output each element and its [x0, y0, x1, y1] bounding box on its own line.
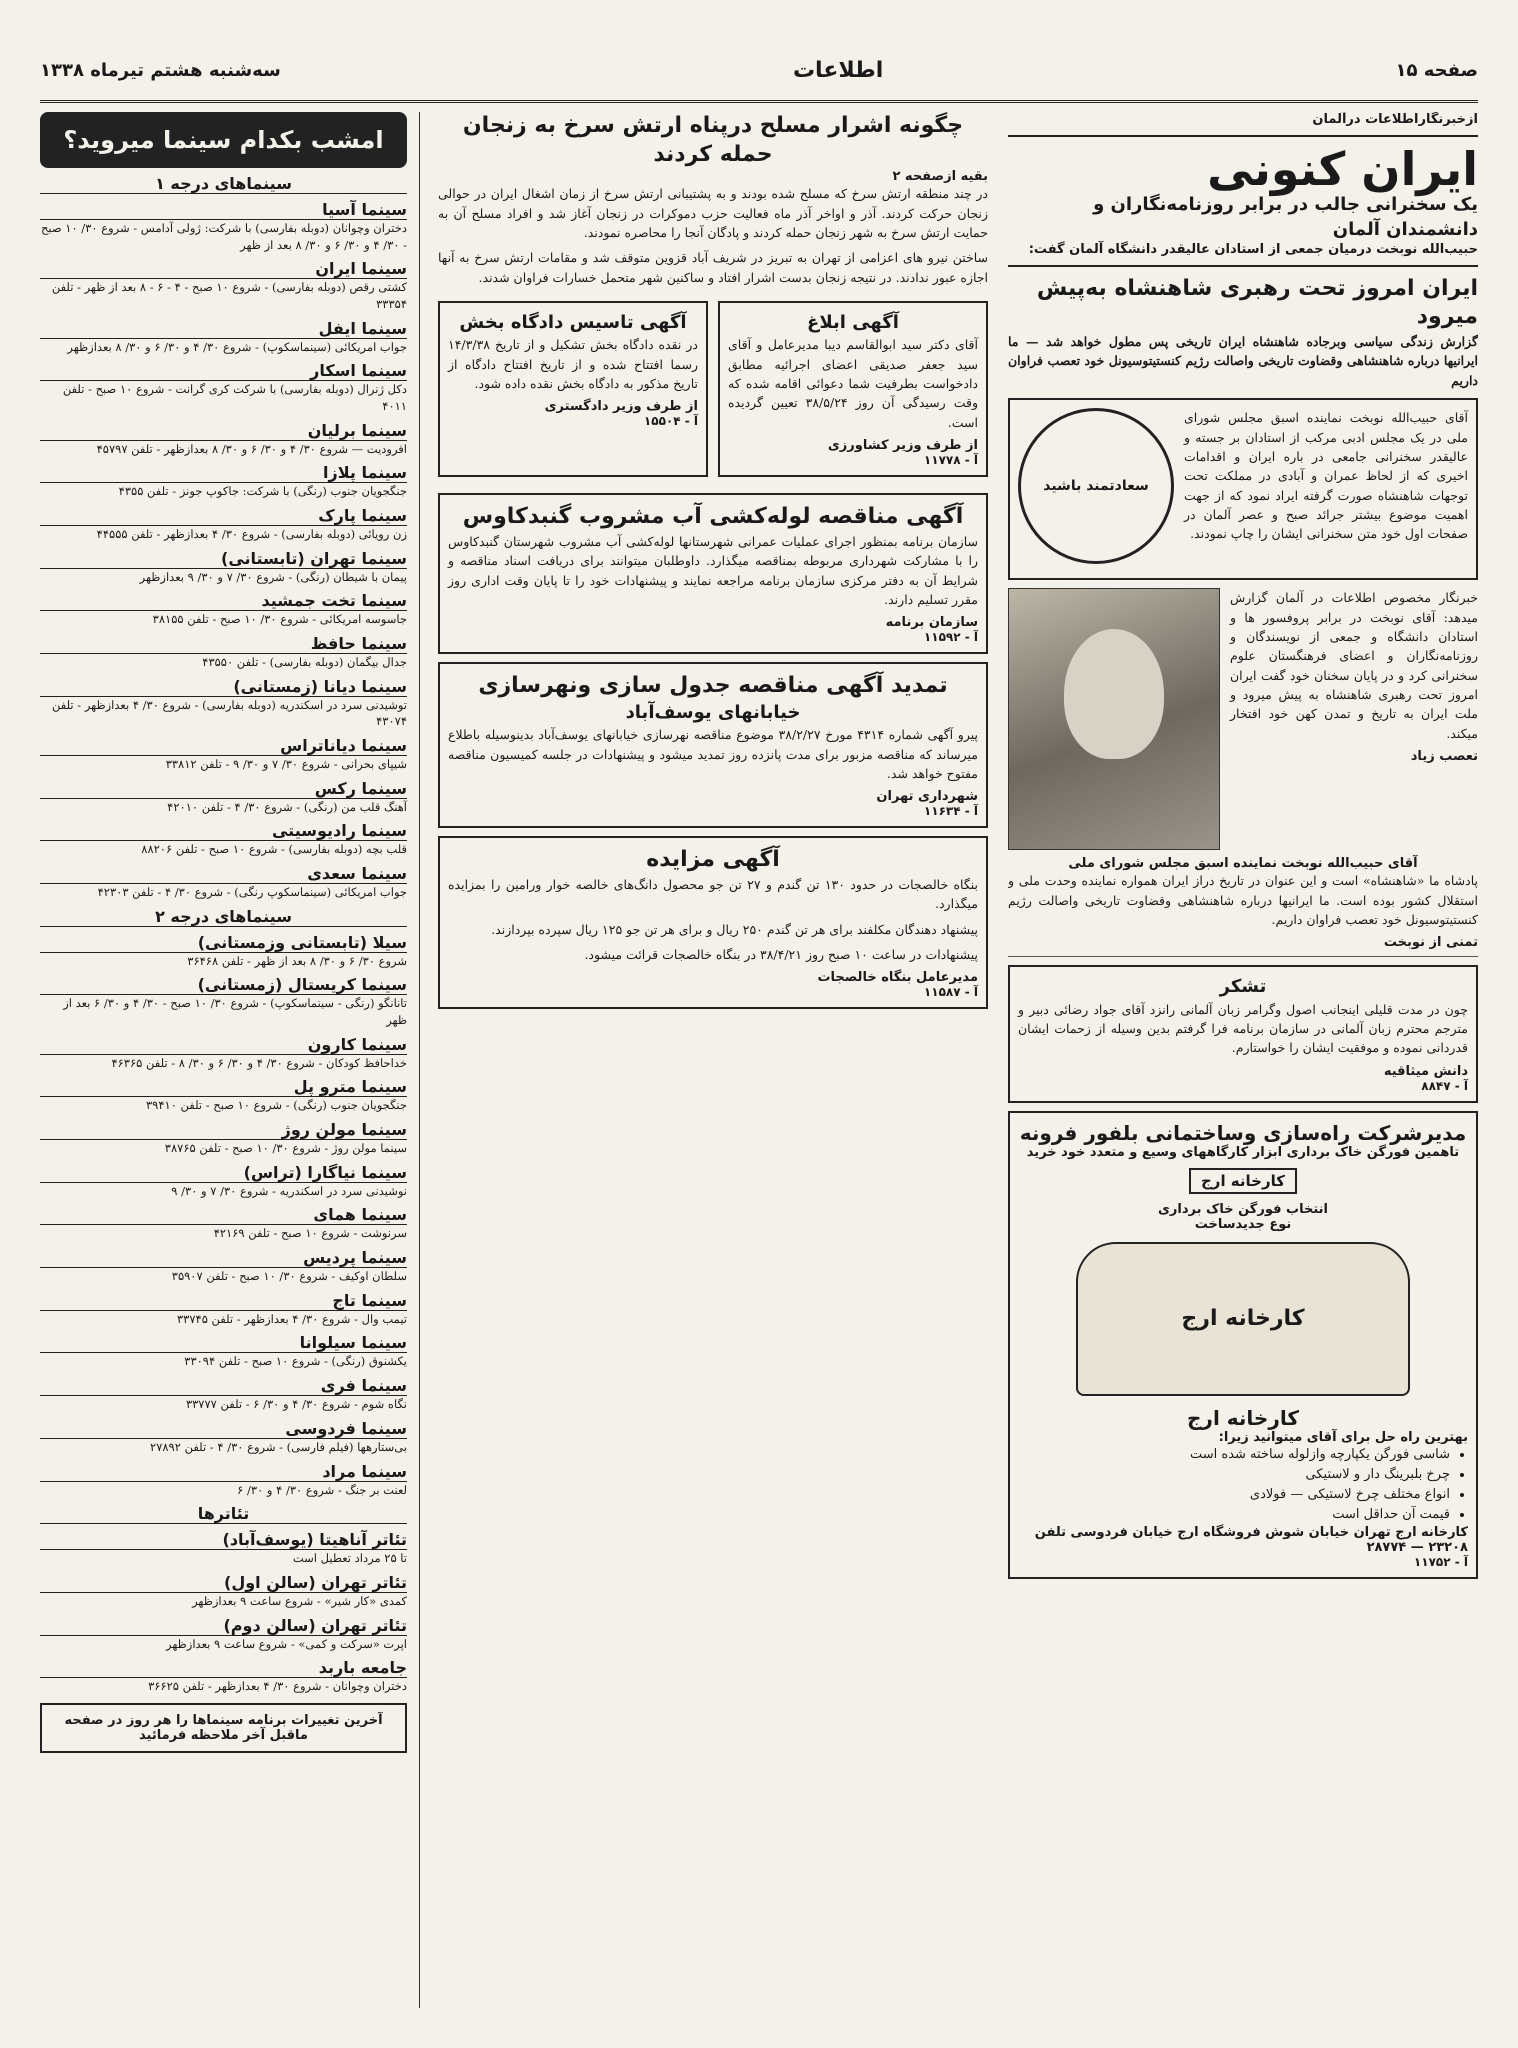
thanks-ref: آ - ۸۸۴۷ — [1421, 1078, 1468, 1093]
court-body: در نقده دادگاه بخش تشکیل و از تاریخ ۱۴/۳/۳۸ رسما افتتاح شده و از تاریخ افتتاح دادگاه از تاریخ مذکور به دادگاه بخش نقده داده شود. — [448, 337, 698, 392]
cinema-program: دختران وچوانان - شروع ۳۰/ ۴ بعدازظهر - تلفن ۳۶۶۲۵ — [148, 1679, 407, 1694]
auction-ref: آ - ۱۱۵۸۷ — [923, 985, 978, 1000]
grade1-heading: سینماهای درجه ۱ — [40, 174, 407, 194]
auction-title: آگهی مزایده — [646, 847, 780, 873]
cinema-program: اپرت «سرکت و کمی» - شروع ساعت ۹ بعدازظهر — [165, 1636, 407, 1651]
thanks-sign: دانش میثاقیه — [1383, 1063, 1468, 1079]
gonbad-tender — [438, 493, 988, 654]
zanjan-cont: بقیه ازصفحه ۲ — [892, 169, 988, 185]
cinema-program: شیپای بحرانی - شروع ۳۰/ ۷ و ۳۰/ ۹ - تلفن ۳۳۸۱۲ — [165, 757, 407, 772]
notice-body: آقای دکتر سید ابوالقاسم دیبا مدیرعامل و آقای سید جعفر صدیقی اعضای اجرائیه مطابق دادخواست بطرفیت شما دعوائی اقامه شده که وقت رسیدگی آن روز ۳۸/۵/۲۴ تعیین گردیده است. — [728, 337, 978, 430]
cinema-list — [40, 200, 407, 901]
cinema-name: جامعه باربد — [40, 1658, 407, 1678]
theatre-list — [40, 1530, 407, 1695]
deck: گزارش زندگی سیاسی وبرجاده شاهنشاه ایران تاریخی پس مطول خواهد شد — ما ایرانیها درباره شاهنشاهی وقضاوت تاریخی واصالت رژیم کنستیتوسیونل خود تعصب فراوان داریم — [1008, 334, 1478, 388]
cinema-program: یکشنوق (رنگی) - شروع ۱۰ صبح - تلفن ۳۳۰۹۴ — [184, 1354, 407, 1369]
cinema-name: سینما ایفل — [40, 319, 407, 339]
cinema-name: سینما فری — [40, 1376, 407, 1396]
court-ref: آ - ۱۵۵۰۴ — [643, 414, 698, 429]
gonbad-ref: آ - ۱۱۵۹۲ — [923, 630, 978, 645]
subheadline: یک سخنرانی جالب در برابر روزنامه‌نگاران و دانشمندان آلمان — [1093, 194, 1478, 240]
arj-feature: • چرخ بلبرینگ دار و لاستیکی — [1018, 1465, 1450, 1485]
intro-text: آقای حبیب‌الله نوبخت نماینده اسبق مجلس شورای ملی در یک مجلس ادبی مرکب از استادان بر جسته و عالیقدر سخنرانی جامعی در باره ایران و اقدامات اخیری که از لحاظ عمران و آبادی در مملکت تحت توجهات شاهنشاه صورت گرفته ایراد نمود که از جهت اهمیت موضوع بیشتر جرائد صبح و عصر آلمان در صفحات اول خود متن سخنرانی ایشان را چاپ نمودند. — [1184, 410, 1468, 542]
zanjan-headline: چگونه اشرار مسلح درپناه ارتش سرخ به زنجان حمله کردند — [462, 113, 964, 167]
cinema-program: جنگجویان جنوب (رنگی) با شرکت: جاکوپ جونز - تلفن ۴۳۵۵ — [118, 484, 407, 499]
cinema-name: سینما دیانا (زمستانی) — [40, 677, 407, 697]
arj-advertisement — [1008, 1111, 1478, 1580]
gonbad-body: سازمان برنامه بمنظور اجرای عملیات عمرانی شهرستانها لوله‌کشی آب مشروب شهرستان گنبدکاوس را با مشارکت شهرداری مربوطه بمناقصه میگذارد. داوطلبان میتوانند برای دریافت اسناد مناقصه و شرایط آن به دفتر مرکزی سازمان برنامه مراجعه نمایند و پیشنهادات خود را تا پایان وقت اداری روز مقرر تسلیم دارند. — [448, 533, 978, 607]
arj-pick: انتخاب فورگن خاک برداری — [1158, 1201, 1328, 1217]
cinema-name: سینما تخت جمشید — [40, 591, 407, 611]
cinema-program: سرنوشت - شروع ۱۰ صبح - تلفن ۴۲۱۶۹ — [213, 1226, 407, 1241]
grade2-heading: سینماهای درجه ۲ — [40, 907, 407, 927]
arj-feature: • انواع مختلف چرخ لاستیکی — فولادی — [1018, 1485, 1450, 1505]
arj-features — [1018, 1445, 1468, 1526]
cinema-name: سینما حافظ — [40, 634, 407, 654]
cinema-program: بی‌ستارهها (فیلم فارسی) - شروع ۳۰/ ۴ - تلفن ۲۷۸۹۲ — [150, 1439, 407, 1454]
kicker: ازخبرنگاراطلاعات درآلمان — [1312, 112, 1478, 127]
court-sign: از طرف وزیر دادگستری — [544, 399, 698, 415]
cinema-program: آهنگ قلب من (رنگی) - شروع ۳۰/ ۴ - تلفن ۴۲۰۱۰ — [167, 799, 407, 814]
cinema-program: دختران وچوانان (دوبله بفارسی) با شرکت: ژولی آدامس - شروع ۳۰/ ۱۰ صبح - ۳۰/ ۴ و ۳۰/ ۶ و ۳۰/ ۸ بعد از ظهر — [40, 221, 407, 252]
court-ad — [438, 301, 708, 477]
cinema-name: سینما رادیوسیتی — [40, 821, 407, 841]
author: تمنی از نوبخت — [1383, 935, 1478, 951]
cinema-program: جنگجویان جنوب (رنگی) - شروع ۱۰ صبح - تلفن ۳۹۴۱۰ — [145, 1098, 407, 1113]
cinema-program: نوشیدنی سرد در اسکندریه - شروع ۳۰/ ۷ و ۳۰/ ۹ — [171, 1183, 407, 1198]
arj-subtitle: تاهمین فورگن خاک برداری ابزار کارگاههای وسیع و متعدد خود خرید — [1026, 1144, 1460, 1160]
cinema-name: سیلا (تابستانی وزمستانی) — [40, 933, 407, 953]
theatres-heading: تئاترها — [40, 1504, 407, 1524]
main-headline: ایران امروز تحت رهبری شاهنشاه به‌پیش میرود — [1036, 275, 1478, 330]
auction-item: پیشنهاد دهندگان مکلفند برای هر تن گندم ۲۵۰ ریال و برای هر تن جو ۱۲۵ ریال سپرده بپردازند. — [491, 921, 978, 937]
arj-feature: • شاسی فورگن یکپارچه وازلوله ساخته شده است — [1018, 1445, 1450, 1465]
cinema-program: کشتی رقص (دوبله بفارسی) - شروع ۱۰ صبح - ۴ - ۶ - ۸ بعد از ظهر - تلفن ۳۳۳۵۴ — [51, 280, 407, 312]
cinema-program: شروع ۳۰/ ۶ و ۳۰/ ۸ بعد از ظهر - تلفن ۳۶۴۶۸ — [187, 953, 407, 968]
arj-contact: کارخانه ارج تهران خیابان شوش فروشگاه ارج خیابان فردوسی تلفن ۲۳۲۰۸ — ۲۸۷۷۴ — [1034, 1525, 1468, 1556]
iran-today-column — [1008, 112, 1478, 2008]
auction-sign: مدیرعامل بنگاه خالصجات — [817, 970, 978, 986]
arj-ref: آ - ۱۱۷۵۲ — [1413, 1555, 1468, 1570]
cinema-name: سینما مولن روژ — [40, 1120, 407, 1140]
arj-title: مدیرشرکت راه‌سازی وساختمانی بلفور فرونه — [1019, 1120, 1467, 1145]
paper-name: اطلاعات — [792, 57, 884, 83]
cinema-name: تئاتر آناهیتا (یوسف‌آباد) — [40, 1530, 407, 1550]
cinema-program: جدال بیگمان (دوبله بفارسی) - تلفن ۴۳۵۵۰ — [202, 655, 407, 670]
cinema-name: سینما برلیان — [40, 421, 407, 441]
portrait-photo — [1008, 588, 1220, 850]
cinema-name: سینما آسیا — [40, 200, 407, 220]
cinema-program: تا ۲۵ مرداد تعطیل است — [292, 1551, 407, 1566]
cinema-name: سینما مترو پل — [40, 1077, 407, 1097]
arj-maker: کارخانه ارج — [1187, 1405, 1299, 1430]
wheelbarrow-illustration: کارخانه ارج — [1076, 1242, 1410, 1396]
yousefabad-body: پیرو آگهی شماره ۴۳۱۴ مورخ ۳۸/۲/۲۷ موضوع مناقصه نهرسازی خیابانهای یوسف‌آباد بدینوسیله باطلاع میرساند که مناقصه مزبور برای مدت پانزده روز تمدید میشود و پیشنهادات در جلسه کمیسیون مناقصه مفتوح خواهد شد. — [448, 727, 978, 781]
cinema-name: سینما نیاگارا (تراس) — [40, 1163, 407, 1183]
cinema-program: لعنت بر جنگ - شروع ۳۰/ ۴ و ۳۰/ ۶ — [237, 1482, 407, 1497]
seal-emblem: سعادتمند باشید — [1018, 408, 1174, 564]
signoff: تعصب زیاد — [1410, 749, 1478, 765]
cinema-name: سینما دیاناتراس — [40, 736, 407, 756]
cinema-program: تیمب وال - شروع ۳۰/ ۴ بعدازظهر - تلفن ۳۳۷۴۵ — [176, 1311, 407, 1326]
cinema-name: سینما تاج — [40, 1291, 407, 1311]
cinema-column — [40, 112, 420, 2008]
auction-item: بنگاه خالصجات در حدود ۱۳۰ تن گندم و ۲۷ تن جو محصول دانگ‌های خالصه خوار ورامین را بمزایده میگذارد. — [448, 876, 978, 912]
auction-ad — [438, 836, 988, 1009]
lead-line: حبیب‌الله نوبخت درمیان جمعی از استادان عالیقدر دانشگاه آلمان گفت: — [1028, 241, 1478, 257]
cinema-program: سینما مولن روژ - شروع ۳۰/ ۱۰ صبح - تلفن ۳۸۷۶۵ — [164, 1141, 407, 1156]
cinema-name: سینما تهران (تابستانی) — [40, 549, 407, 569]
middle-column — [438, 112, 988, 2008]
cinema-name: سینما اسکار — [40, 361, 407, 381]
cinema-program: سلطان اوکیف - شروع ۳۰/ ۱۰ صبح - تلفن ۳۵۹۰۷ — [171, 1269, 407, 1284]
cinema-footer: آخرین تغییرات برنامه سینماها را هر روز در صفحه ماقبل آخر ملاحظه فرمائید — [40, 1703, 407, 1753]
thanks-body: چون در مدت قلیلی اینجانب اصول وگرامر زبان آلمانی رانزد آقای جواد رضائی دبیر و مترجم محترم زبان آلمانی در سازمان برنامه فرا گرفتم بدین وسیله از زحمات ایشان قدردانی نموده و موفقیت ایشان را خواستارم. — [1018, 1001, 1468, 1056]
cinema-name: سینما پلازا — [40, 463, 407, 483]
cinema-program: دکل ژنرال (دوبله بفارسی) با شرکت کری گرانت - شروع ۱۰ صبح - تلفن ۴۰۱۱ — [62, 382, 407, 414]
notice-sign: از طرف وزیر کشاورزی — [827, 438, 978, 454]
thanks-notice — [1008, 965, 1478, 1102]
cinema-name: سینما ایران — [40, 259, 407, 279]
cinema-program: جواب امریکائی (سینماسکوپ رنگی) - شروع ۳۰/ ۴ - تلفن ۴۲۳۰۳ — [97, 885, 407, 900]
cinema-name: سینما پارک — [40, 506, 407, 526]
cinema-program: جواب امریکائی (سینماسکوپ) - شروع ۳۰/ ۴ و ۳۰/ ۶ و ۳۰/ ۸ بعدازظهر — [67, 339, 407, 354]
cinema-name: تئاتر تهران (سالن دوم) — [40, 1616, 407, 1636]
cinema-name: سینما فردوسی — [40, 1419, 407, 1439]
cinema-list-2 — [40, 933, 407, 1498]
arj-feature: • قیمت آن حداقل است — [1018, 1505, 1450, 1525]
notice-ad — [718, 301, 988, 477]
court-title: آگهی تاسیس دادگاه بخش — [459, 312, 687, 334]
cinema-program: تانانگو (رنگی - سینماسکوپ) - شروع ۳۰/ ۱۰ صبح - ۳۰/ ۴ و ۳۰/ ۶ بعد از ظهر — [63, 996, 407, 1028]
masthead — [40, 40, 1478, 103]
notice-title: آگهی ابلاغ — [807, 312, 899, 334]
cinema-name: سینما رکس — [40, 779, 407, 799]
gonbad-sign: سازمان برنامه — [885, 615, 978, 631]
notice-ref: آ - ۱۱۷۷۸ — [923, 453, 978, 468]
cinema-name: تئاتر تهران (سالن اول) — [40, 1573, 407, 1593]
newspaper-page — [40, 40, 1478, 2008]
headline-iran-today: ایران کنونی — [1207, 142, 1478, 196]
cinema-name: سینما مراد — [40, 1462, 407, 1482]
yousefabad-subtitle: خیابانهای یوسف‌آباد — [625, 701, 801, 723]
page-number: صفحه ۱۵ — [1395, 59, 1478, 81]
article-body-2: پادشاه ما «شاهنشاه» است و این عنوان در تاریخ دراز ایران همواره نماینده وحدت ملی و استقلال کشور بوده است. ما ایرانیها درباره شاهنشاهی وقضاوت تاریخی واصالت رژیم کنستیتوسیونل خود تعصب فراوان داریم. — [1008, 873, 1478, 927]
arj-lead: بهترین راه حل برای آقای میتوانید زیرا: — [1218, 1429, 1468, 1445]
yousefabad-title: تمدید آگهی مناقصه جدول سازی ونهرسازی — [478, 673, 948, 699]
cinema-program: توشیدنی سرد در اسکندریه (دوبله بفارسی) - شروع ۳۰/ ۴ بعدازظهر - تلفن ۴۳۰۷۴ — [52, 697, 407, 729]
cinema-name: سینما همای — [40, 1205, 407, 1225]
arj-badge: کارخانه ارج — [1189, 1168, 1297, 1194]
cinema-program: جاسوسه امریکائی - شروع ۳۰/ ۱۰ صبح - تلفن ۳۸۱۵۵ — [152, 612, 407, 627]
thanks-title: تشکر — [1219, 976, 1267, 998]
cinema-program: افرودیت — شروع ۳۰/ ۴ و ۳۰/ ۶ و ۳۰/ ۸ بعدازظهر - تلفن ۴۵۷۹۷ — [96, 441, 407, 456]
cinema-name: سینما کارون — [40, 1035, 407, 1055]
zanjan-body-2: ساختن نیرو های اعزامی از تهران به تبریز در شریف آباد قزوین متوقف شد و مقامات ارتش سرخ به آنها اجازه عبور ندادند. در نتیجه زنجان بدست اشرار افتاد و ساکنین شهر متحمل خسارات فراوان شدند. — [438, 250, 988, 285]
cinema-program: قلب بچه (دوبله بفارسی) - شروع ۱۰ صبح - تلفن ۸۸۲۰۶ — [141, 842, 407, 857]
article-body: خبرنگار مخصوص اطلاعات در آلمان گزارش میدهد: آقای نوبخت در برابر پروفسور ها و استادان دانشگاه و جمعی از نویسندگان و روزنامه‌نگاران و اعضای فرهنگستان علوم سخنرانی کرد و در پایان سخنان خود گفت ایران امروز تحت رهبری شاهنشاه به پیش میرود و ملت ایران به تاریخ و تمدن کهن خود افتخار میکند. — [1230, 590, 1478, 741]
yousefabad-tender — [438, 662, 988, 828]
cinema-name: سینما سیلوانا — [40, 1333, 407, 1353]
tonight-banner: امشب بکدام سینما میروید؟ — [40, 112, 407, 168]
zanjan-body: در چند منطقه ارتش سرخ که مسلح شده بودند و به پشتیبانی ارتش سرخ از زمان اشغال ایران در حوالی زنجان حرکت کردند. آذر و اواخر آذر ماه فعالیت حزب دموکرات در زنجان آغاز شد و افراد مسلح آن به حمایت ارتش سرخ به شهر زنجان حمله کردند و پادگان آنجا را محاصره نمودند. — [438, 186, 988, 240]
photo-caption: آقای حبیب‌الله نوبخت نماینده اسبق مجلس شورای ملی — [1068, 856, 1418, 872]
auction-item: پیشنهادات در ساعت ۱۰ صبح روز ۳۸/۴/۲۱ در بنگاه خالصجات قرائت میشود. — [584, 947, 978, 963]
cinema-program: خداحافظ کودکان - شروع ۳۰/ ۴ و ۳۰/ ۶ و ۳۰/ ۸ - تلفن ۴۶۳۶۵ — [111, 1055, 407, 1070]
yousefabad-ref: آ - ۱۱۶۳۴ — [923, 804, 978, 819]
issue-date: سه‌شنبه هشتم تیرماه ۱۳۳۸ — [40, 59, 281, 81]
yousefabad-sign: شهرداری تهران — [876, 789, 978, 805]
arj-product: نوع جدیدساخت — [1194, 1216, 1292, 1232]
cinema-program: کمدی «کار شیر» - شروع ساعت ۹ بعدازظهر — [192, 1593, 407, 1608]
cinema-program: نگاه شوم - شروع ۳۰/ ۴ و ۳۰/ ۶ - تلفن ۳۳۷۷۷ — [185, 1397, 407, 1412]
cinema-name: سینما کریستال (زمستانی) — [40, 975, 407, 995]
cinema-name: سینما سعدی — [40, 864, 407, 884]
gonbad-title: آگهی مناقصه لوله‌کشی آب مشروب گنبدکاوس — [462, 504, 964, 530]
cinema-name: سینما پردیس — [40, 1248, 407, 1268]
cinema-program: زن رویائی (دوبله بفارسی) - شروع ۳۰/ ۴ بعدازظهر - تلفن ۴۴۵۵۵ — [96, 527, 407, 542]
intro-box — [1008, 398, 1478, 580]
cinema-program: پیمان با شیطان (رنگی) - شروع ۳۰/ ۷ و ۳۰/ ۹ بعدازظهر — [139, 569, 407, 584]
